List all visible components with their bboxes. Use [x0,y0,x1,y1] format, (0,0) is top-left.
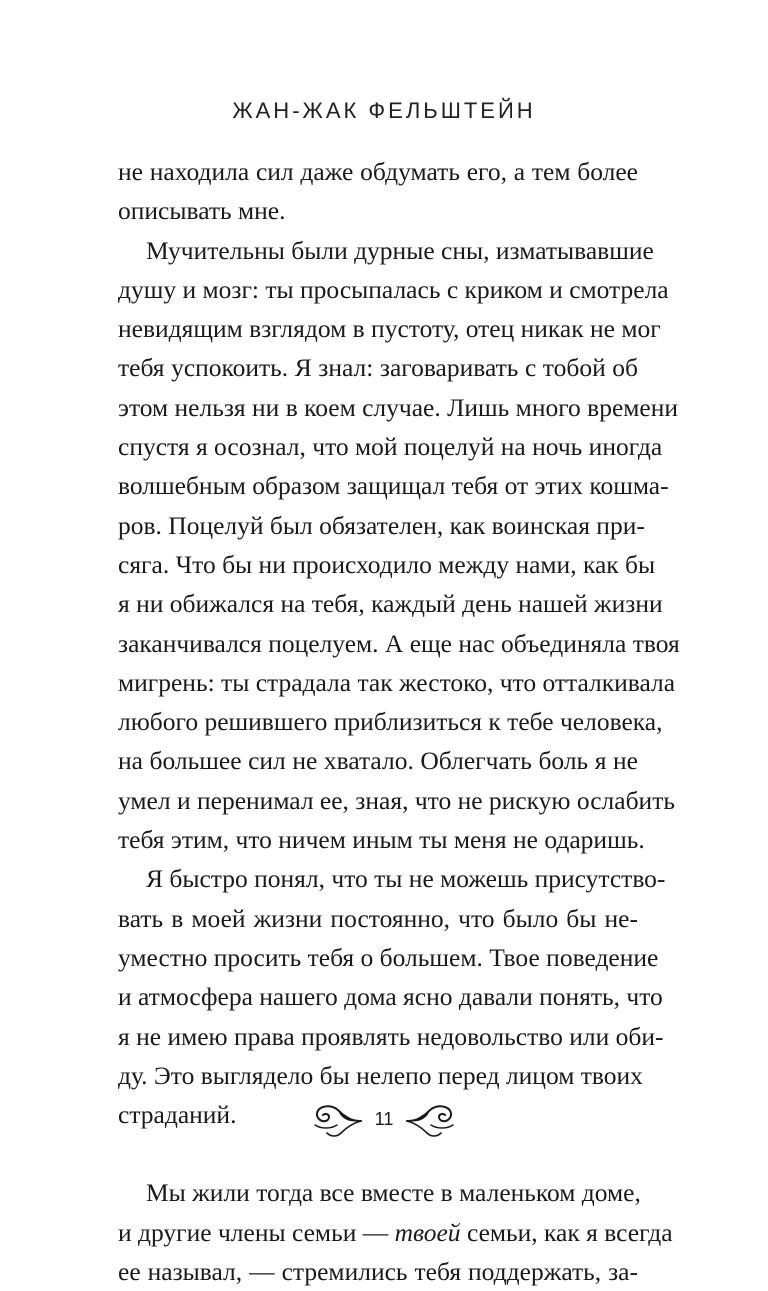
text-line: невидящим взглядом в пустоту, отец никак не мог [118,314,661,344]
page-number: 11 [374,1108,394,1129]
text-line: описывать мне. [118,196,286,226]
floral-flourish-right-icon [405,1099,457,1139]
text-line: душу и мозг: ты просыпалась с криком и смотрела [118,274,669,304]
text-line: ров. Поцелуй был обязателен, как воинская при- [118,510,645,540]
text-line: ее называл, — стремились тебя поддержать, за- [118,1257,638,1287]
floral-flourish-left-icon [311,1099,363,1139]
text-line: уместно просить тебя о большем. Твое поведение [118,942,659,972]
text-line: этом нельзя ни в коем случае. Лишь много времени [118,392,679,422]
text-line: страданий. [118,1100,237,1130]
text-line: волшебным образом защищал тебя от этих кошма- [118,471,669,501]
text-line: сяга. Что бы ни происходило между нами, как бы [118,549,656,579]
page-footer [0,1094,768,1144]
text-run: и другие члены семьи — [118,1217,395,1247]
emphasis-word: твоей [394,1217,461,1247]
text-line: умел и перенимал ее, зная, что не рискую ослабить [118,785,675,815]
text-line: и атмосфера нашего дома ясно давали понять, что [118,982,663,1012]
text-line-with-emphasis [118,1213,673,1252]
text-line: ду. Это выглядело бы нелепо перед лицом твоих [118,1060,643,1090]
text-run: семьи, как я всегда [460,1217,673,1247]
text-line: Я быстро понял, что ты не можешь присутство- [146,864,666,894]
text-line: спустя я осознал, что мой поцелуй на ночь иногда [118,432,663,462]
text-line: Мучительны были дурные сны, изматывавшие [146,235,654,265]
text-line: вать в моей жизни постоянно, что было бы не- [118,903,638,933]
text-line: я ни обижался на тебя, каждый день нашей жизни [118,589,663,619]
text-line: Мы жили тогда все вместе в маленьком доме, [146,1178,641,1208]
text-line: тебя успокоить. Я знал: заговаривать с тобой об [118,353,638,383]
text-line: я не имею права проявлять недовольство или оби- [118,1021,664,1051]
running-head-author: ЖАН-ЖАК ФЕЛЬШТЕЙН [232,98,536,123]
text-line: не находила сил даже обдумать его, а тем более [118,157,638,186]
text-line: мигрень: ты страдала так жестоко, что отталкивала [118,667,676,697]
text-line: любого решившего приблизиться к тебе человека, [118,707,663,737]
text-line: заканчивался поцелуем. А еще нас объединяла твоя [118,628,680,658]
text-line: на большее сил не хватало. Облегчать боль я не [118,746,638,776]
text-line: тебя этим, что ничем иным ты меня не одаришь. [118,825,645,855]
